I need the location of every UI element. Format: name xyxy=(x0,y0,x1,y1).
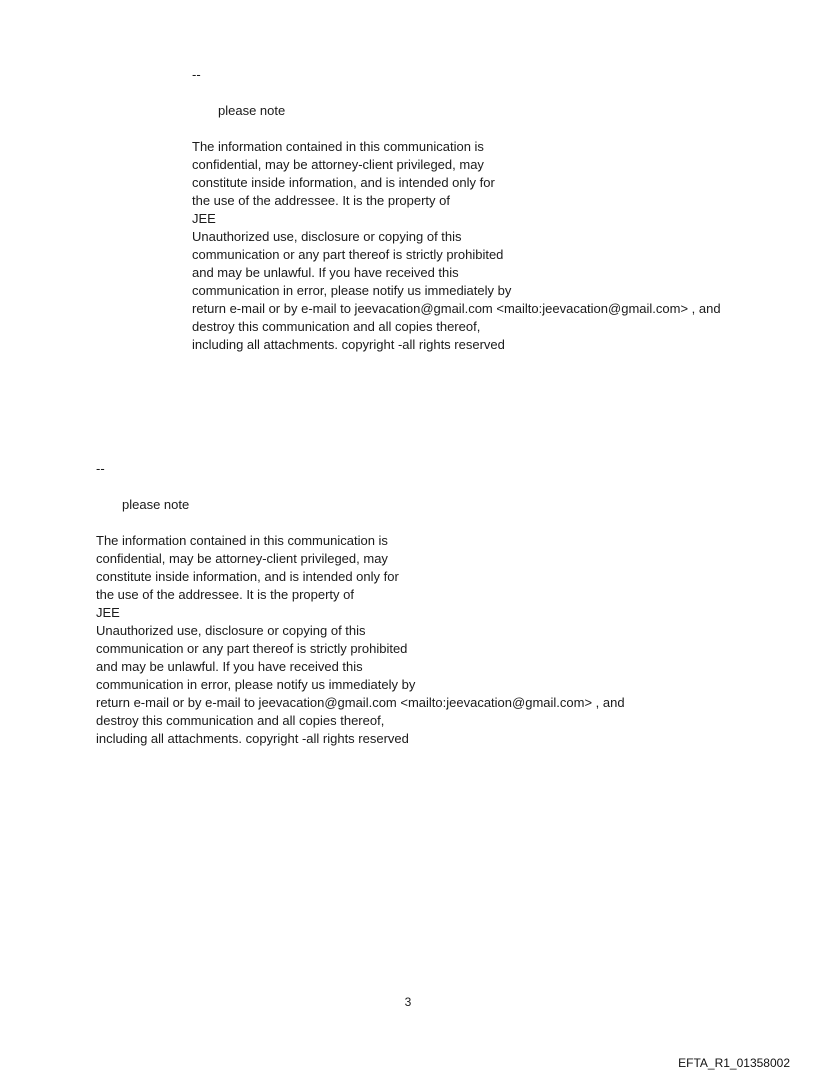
page-number: 3 xyxy=(404,995,412,1009)
disclaimer-line: communication in error, please notify us immediately by xyxy=(192,283,512,298)
disclaimer-line: JEE xyxy=(96,605,120,620)
please-note-label: please note xyxy=(122,497,190,512)
signature-separator: -- xyxy=(96,461,105,476)
disclaimer-line-email: return e-mail or by e-mail to jeevacation@gmail.com <mailto:jeevacation@gmail.com> , and xyxy=(192,301,721,316)
disclaimer-line-email: return e-mail or by e-mail to jeevacation@gmail.com <mailto:jeevacation@gmail.com> , and xyxy=(96,695,625,710)
disclaimer-line: confidential, may be attorney-client privileged, may xyxy=(192,157,484,172)
disclaimer-line: JEE xyxy=(192,211,216,226)
disclaimer-line: destroy this communication and all copies thereof, xyxy=(192,319,481,334)
please-note-label: please note xyxy=(218,103,286,118)
disclaimer-line: including all attachments. copyright -all rights reserved xyxy=(96,731,409,746)
disclaimer-line: communication or any part thereof is strictly prohibited xyxy=(96,641,408,656)
disclaimer-line: constitute inside information, and is intended only for xyxy=(96,569,399,584)
disclaimer-line: Unauthorized use, disclosure or copying of this xyxy=(192,229,462,244)
disclaimer-line: Unauthorized use, disclosure or copying of this xyxy=(96,623,366,638)
disclaimer-line: and may be unlawful. If you have received this xyxy=(96,659,363,674)
disclaimer-line: destroy this communication and all copies thereof, xyxy=(96,713,385,728)
disclaimer-line: confidential, may be attorney-client privileged, may xyxy=(96,551,388,566)
disclaimer-line: including all attachments. copyright -all rights reserved xyxy=(192,337,505,352)
signature-block-1 xyxy=(192,66,721,354)
disclaimer-line: the use of the addressee. It is the property of xyxy=(192,193,450,208)
disclaimer-line: and may be unlawful. If you have received this xyxy=(192,265,459,280)
disclaimer-line: communication or any part thereof is strictly prohibited xyxy=(192,247,504,262)
disclaimer-line: constitute inside information, and is intended only for xyxy=(192,175,495,190)
document-id: EFTA_R1_01358002 xyxy=(678,1056,790,1070)
disclaimer-line: communication in error, please notify us immediately by xyxy=(96,677,416,692)
signature-separator: -- xyxy=(192,67,201,82)
disclaimer-line: the use of the addressee. It is the property of xyxy=(96,587,354,602)
disclaimer-line: The information contained in this communication is xyxy=(96,533,388,548)
signature-block-2 xyxy=(96,460,625,748)
disclaimer-line: The information contained in this communication is xyxy=(192,139,484,154)
